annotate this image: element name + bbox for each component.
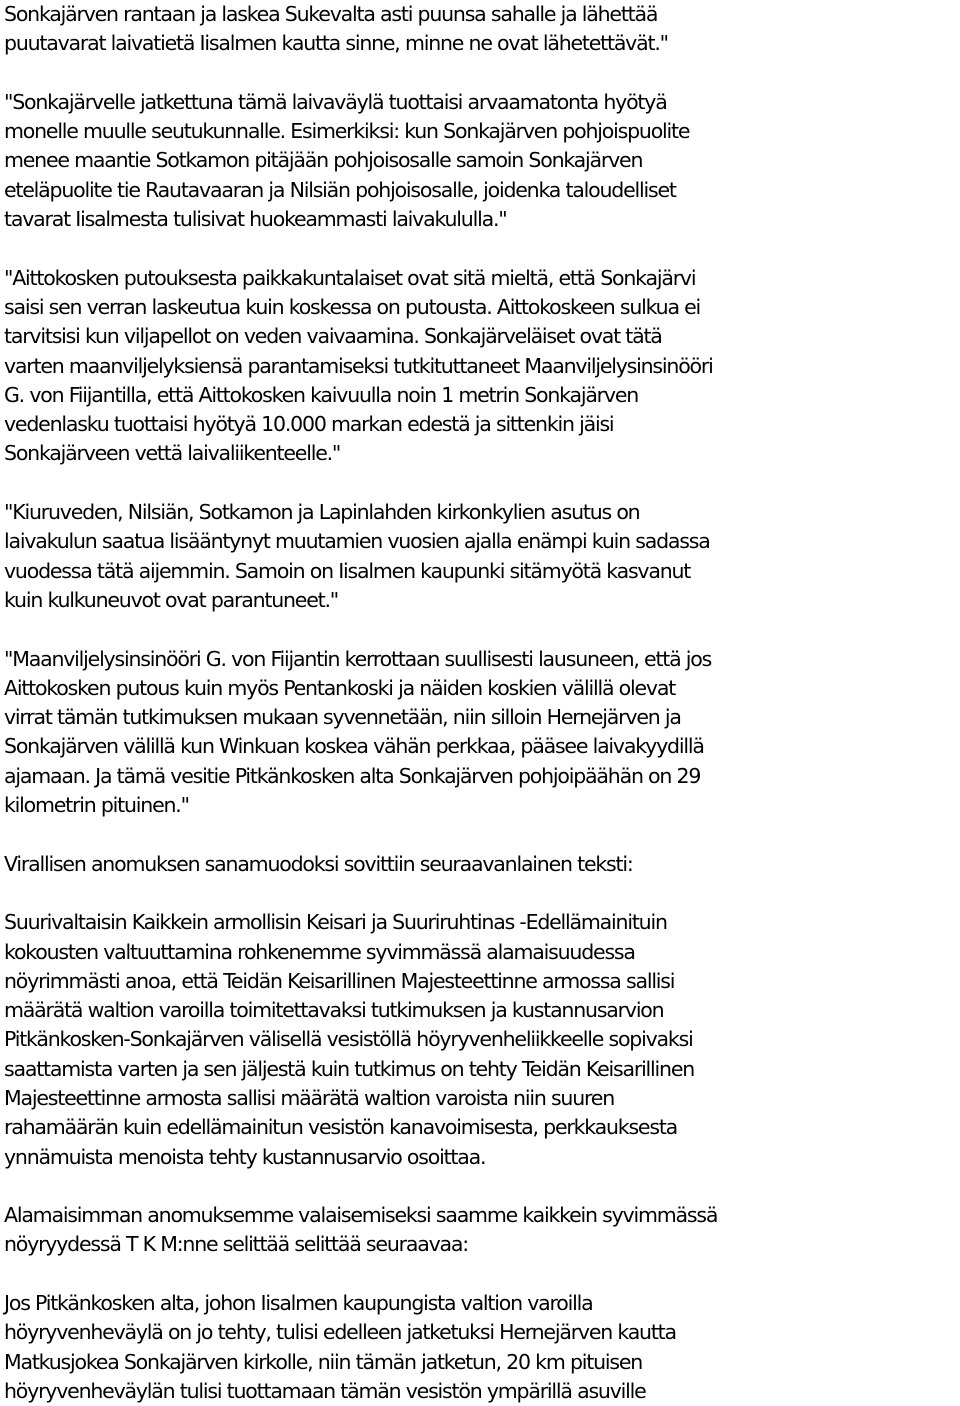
paragraph bbox=[4, 908, 956, 1172]
text-line: rahamäärän kuin edellämainitun vesistön kanavoimisesta, perkkauksesta bbox=[4, 1115, 678, 1140]
text-line: höyryvenheväylän tulisi tuottamaan tämän vesistön ympärillä asuville bbox=[4, 1378, 646, 1403]
text-line: "Kiuruveden, Nilsiän, Sotkamon ja Lapinlahden kirkonkylien asutus on bbox=[4, 500, 640, 525]
paragraph bbox=[4, 850, 956, 879]
text-line: Suurivaltaisin Kaikkein armollisin Keisari ja Suuriruhtinas -Edellämainituin bbox=[4, 910, 667, 935]
paragraph bbox=[4, 1201, 956, 1260]
text-line: saisi sen verran laskeutua kuin koskessa on putousta. Aittokoskeen sulkua ei bbox=[4, 294, 701, 319]
text-line: kilometrin pituinen." bbox=[4, 793, 189, 818]
text-line: vuodessa tätä aijemmin. Samoin on Iisalmen kaupunki sitämyötä kasvanut bbox=[4, 558, 691, 583]
text-line: puutavarat laivatietä Iisalmen kautta sinne, minne ne ovat lähetettävät." bbox=[4, 31, 668, 56]
text-line: menee maantie Sotkamon pitäjään pohjoisosalle samoin Sonkajärven bbox=[4, 148, 643, 173]
text-line: nöyrimmästi anoa, että Teidän Keisarillinen Majesteettinne armossa sallisi bbox=[4, 968, 675, 993]
paragraph-gap bbox=[4, 879, 956, 908]
text-line: Virallisen anomuksen sanamuodoksi sovittiin seuraavanlainen teksti: bbox=[4, 851, 633, 876]
text-line: Sonkajärveen vettä laivaliikenteelle." bbox=[4, 441, 341, 466]
text-line: ajamaan. Ja tämä vesitie Pitkänkosken alta Sonkajärven pohjoipäähän on 29 bbox=[4, 763, 701, 788]
paragraph bbox=[4, 88, 956, 234]
text-line: tavarat Iisalmesta tulisivat huokeammasti laivakululla." bbox=[4, 207, 507, 232]
text-line: monelle muulle seutukunnalle. Esimerkiksi: kun Sonkajärven pohjoispuolite bbox=[4, 119, 690, 144]
text-line: G. von Fiijantilla, että Aittokosken kaivuulla noin 1 metrin Sonkajärven bbox=[4, 382, 639, 407]
text-line: "Sonkajärvelle jatkettuna tämä laivaväylä tuottaisi arvaamatonta hyötyä bbox=[4, 89, 667, 114]
paragraph bbox=[4, 0, 956, 59]
paragraph bbox=[4, 498, 956, 615]
text-line: eteläpuolite tie Rautavaaran ja Nilsiän pohjoisosalle, joidenka taloudelliset bbox=[4, 177, 676, 202]
text-line: nöyryydessä T K M:nne selittää selittää seuraavaa: bbox=[4, 1232, 468, 1257]
text-line: Majesteettinne armosta sallisi määrätä waltion varoista niin suuren bbox=[4, 1085, 615, 1110]
paragraph-gap bbox=[4, 820, 956, 849]
text-line: kokousten valtuuttamina rohkenemme syvimmässä alamaisuudessa bbox=[4, 939, 635, 964]
paragraph-gap bbox=[4, 1172, 956, 1201]
text-line: määrätä waltion varoilla toimitettavaksi tutkimuksen ja kustannusarvion bbox=[4, 998, 664, 1023]
paragraph-gap bbox=[4, 1260, 956, 1289]
paragraph-gap bbox=[4, 469, 956, 498]
text-line: "Aittokosken putouksesta paikkakuntalaiset ovat sitä mieltä, että Sonkajärvi bbox=[4, 265, 696, 290]
text-line: varten maanviljelyksiensä parantamiseksi tutkituttaneet Maanviljelysinsinööri bbox=[4, 353, 713, 378]
text-line: Aittokosken putous kuin myös Pentankoski ja näiden koskien välillä olevat bbox=[4, 675, 676, 700]
text-line: Sonkajärven välillä kun Winkuan koskea vähän perkkaa, pääsee laivakyydillä bbox=[4, 734, 704, 759]
text-line: vedenlasku tuottaisi hyötyä 10.000 markan edestä ja sittenkin jäisi bbox=[4, 412, 614, 437]
text-line: Alamaisimman anomuksemme valaisemiseksi saamme kaikkein syvimmässä bbox=[4, 1203, 718, 1228]
text-line: Jos Pitkänkosken alta, johon Iisalmen kaupungista valtion varoilla bbox=[4, 1291, 593, 1316]
paragraph bbox=[4, 264, 956, 469]
text-line: saattamista varten ja sen jäljestä kuin tutkimus on tehty Teidän Keisarillinen bbox=[4, 1056, 695, 1081]
text-line: virrat tämän tutkimuksen mukaan syvennetään, niin silloin Hernejärven ja bbox=[4, 705, 681, 730]
text-line: Matkusjokea Sonkajärven kirkolle, niin tämän jatketun, 20 km pituisen bbox=[4, 1349, 643, 1374]
document-text bbox=[4, 0, 956, 1406]
text-line: Pitkänkosken-Sonkajärven välisellä vesistöllä höyryvenheliikkeelle sopivaksi bbox=[4, 1027, 693, 1052]
text-line: kuin kulkuneuvot ovat parantuneet." bbox=[4, 587, 339, 612]
text-line: höyryvenheväylä on jo tehty, tulisi edelleen jatketuksi Hernejärven kautta bbox=[4, 1320, 676, 1345]
text-line: laivakulun saatua lisääntynyt muutamien vuosien ajalla enämpi kuin sadassa bbox=[4, 529, 710, 554]
text-line: ynnämuista menoista tehty kustannusarvio osoittaa. bbox=[4, 1144, 486, 1169]
paragraph-gap bbox=[4, 615, 956, 644]
text-line: Sonkajärven rantaan ja laskea Sukevalta asti puunsa sahalle ja lähettää bbox=[4, 2, 658, 26]
text-line: "Maanviljelysinsinööri G. von Fiijantin kerrottaan suullisesti lausuneen, että jos bbox=[4, 646, 712, 671]
paragraph bbox=[4, 645, 956, 821]
paragraph bbox=[4, 1289, 956, 1406]
paragraph-gap bbox=[4, 234, 956, 263]
text-line: tarvitsisi kun viljapellot on veden vaivaamina. Sonkajärveläiset ovat tätä bbox=[4, 324, 662, 349]
paragraph-gap bbox=[4, 59, 956, 88]
